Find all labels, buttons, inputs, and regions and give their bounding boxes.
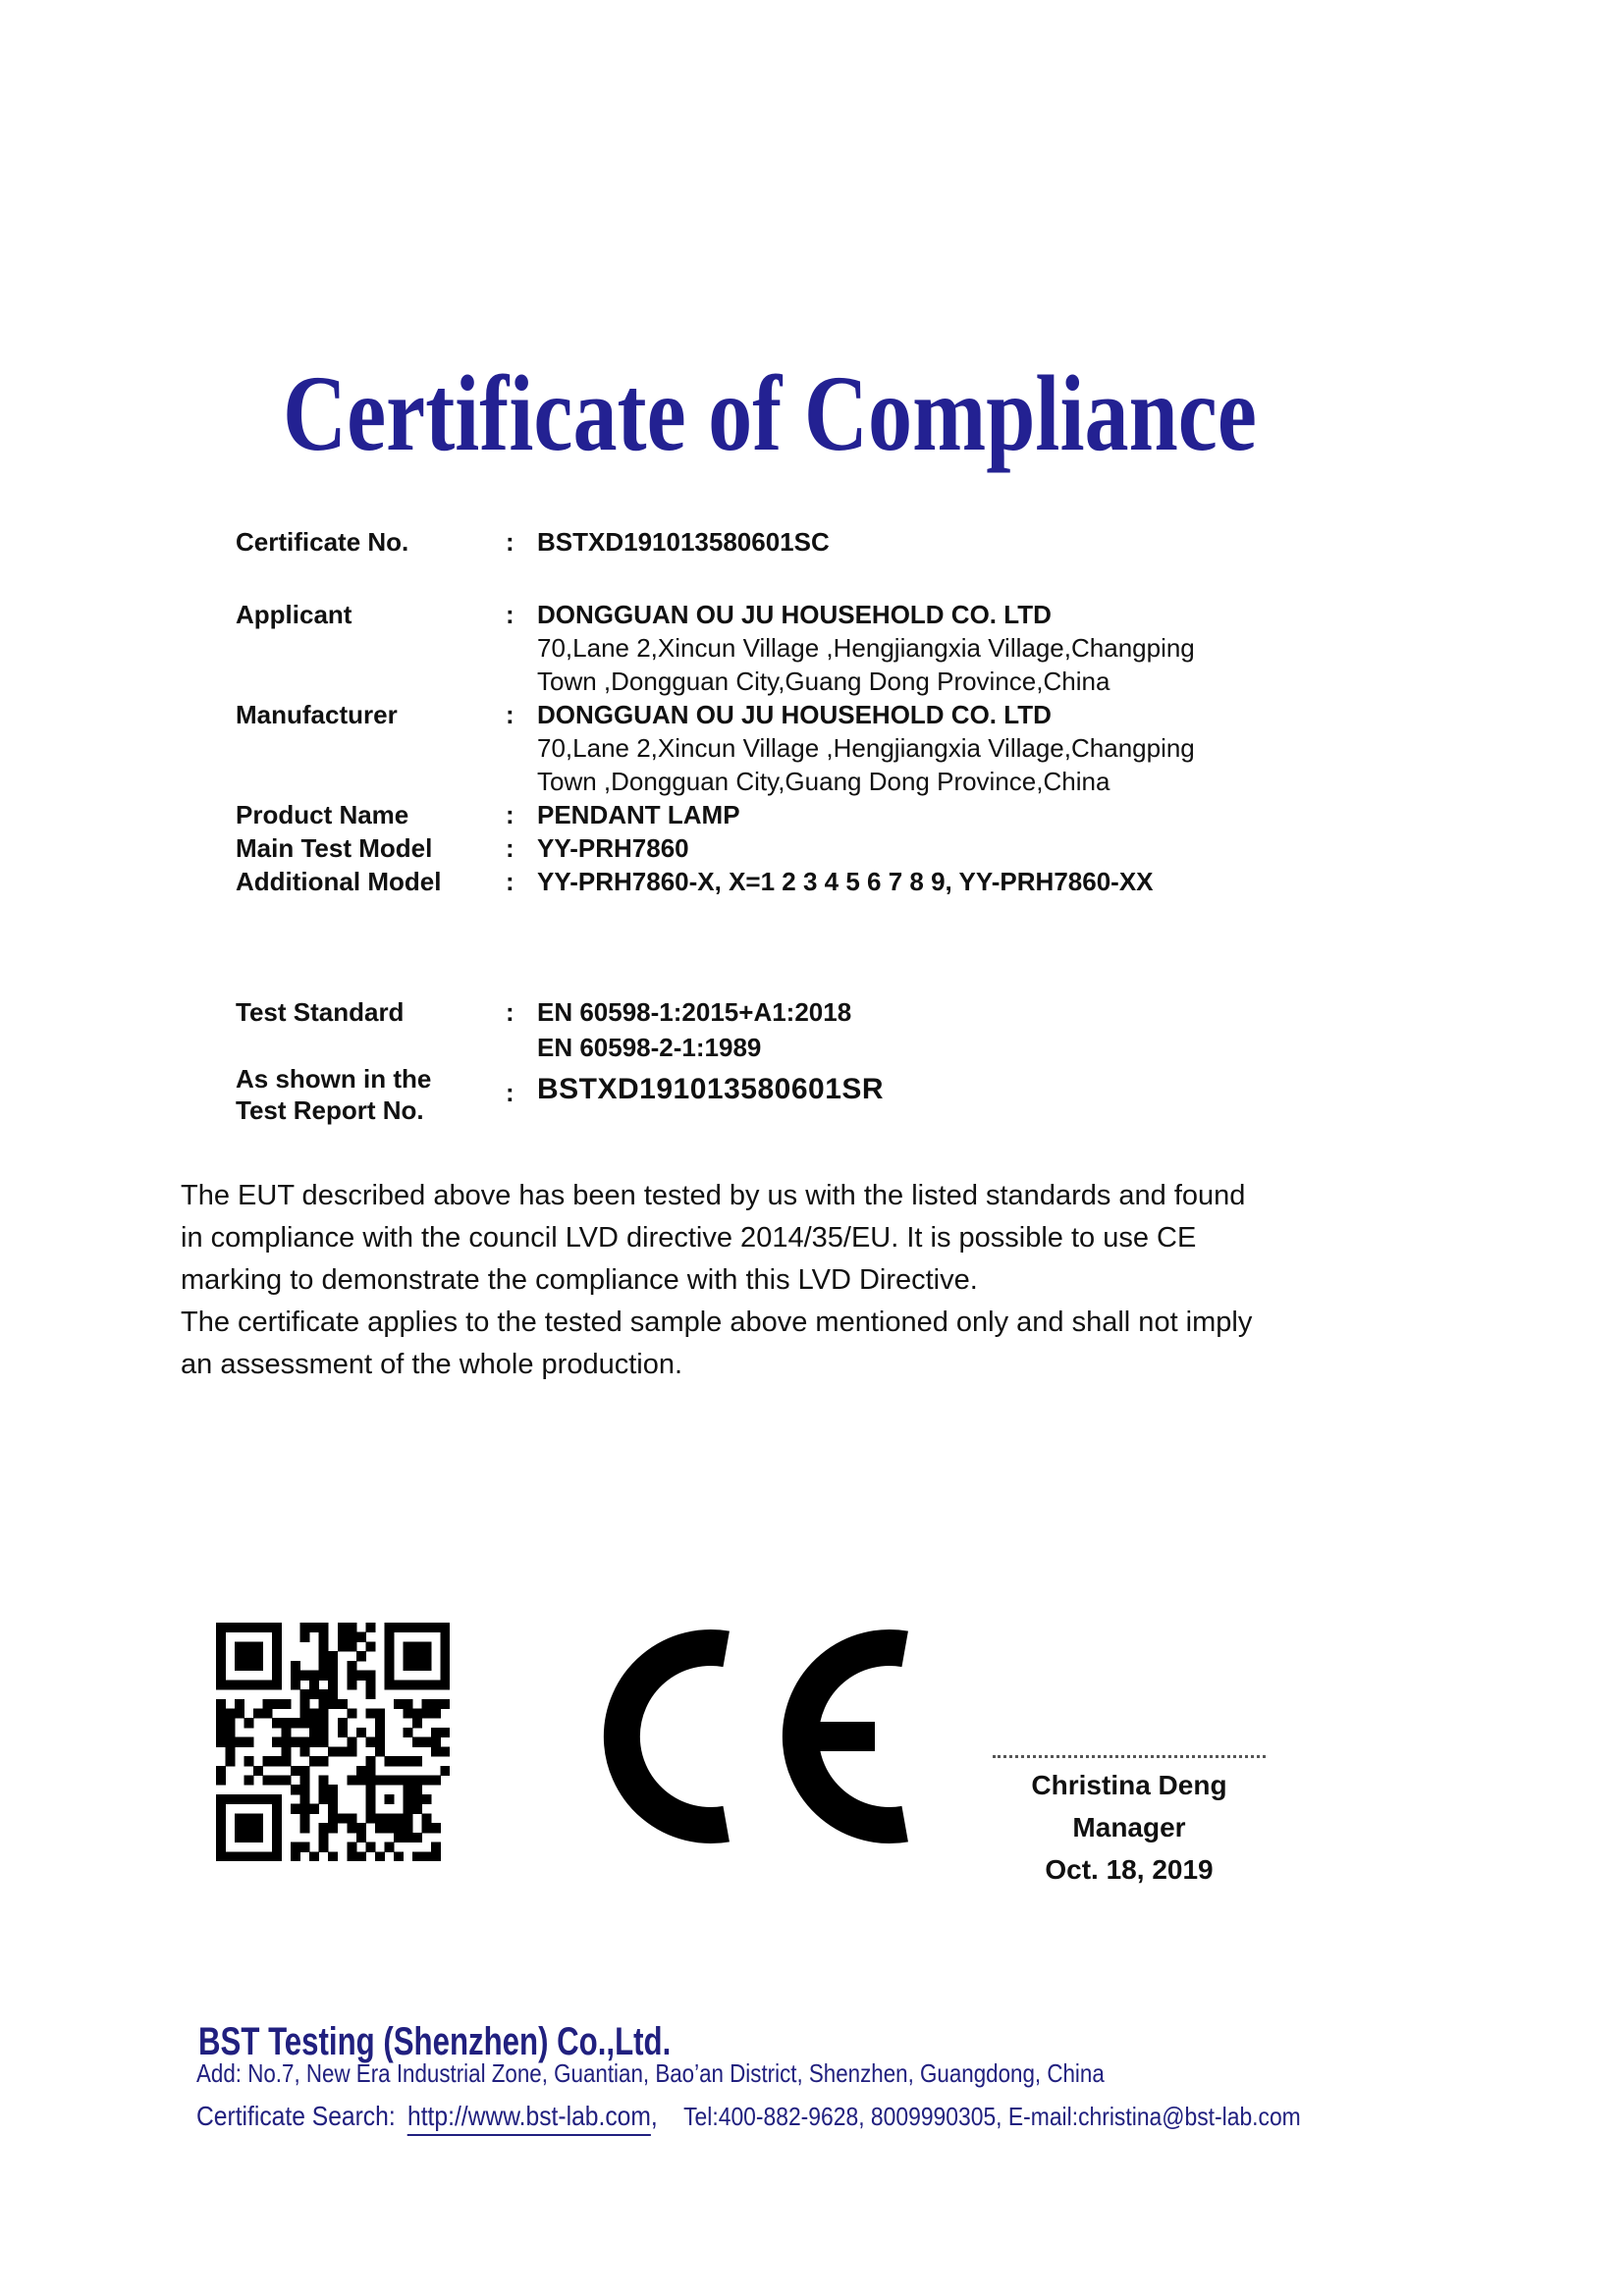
compliance-statement	[181, 1175, 1496, 1386]
cert-no-value: BSTXD191013580601SC	[537, 527, 830, 557]
test-standard-value2: EN 60598-2-1:1989	[537, 1033, 762, 1062]
applicant-label: Applicant	[236, 600, 352, 629]
manufacturer-label: Manufacturer	[236, 700, 398, 729]
statement-line: The certificate applies to the tested sample above mentioned only and shall not imply	[181, 1307, 1253, 1338]
product-name-value: PENDANT LAMP	[537, 800, 740, 829]
search-comma: ,	[650, 2101, 658, 2131]
signatory-name: Christina Deng	[1031, 1770, 1227, 1800]
additional-model-value: YY-PRH7860-X, X=1 2 3 4 5 6 7 8 9, YY-PRH7860-XX	[537, 867, 1154, 896]
applicant-address-line1: 70,Lane 2,Xincun Village ,Hengjiangxia Village,Changping	[537, 633, 1195, 663]
footer-company-name: BST Testing (Shenzhen) Co.,Ltd.	[198, 2020, 672, 2063]
signature-block	[981, 1743, 1277, 1891]
cert-no-colon: :	[506, 527, 514, 557]
additional-model-label: Additional Model	[236, 867, 442, 896]
qr-code-icon	[216, 1623, 450, 1861]
test-standard-value1: EN 60598-1:2015+A1:2018	[537, 997, 852, 1027]
statement-line: in compliance with the council LVD directive 2014/35/EU. It is possible to use CE	[181, 1222, 1197, 1254]
additional-model-colon: :	[506, 867, 514, 896]
product-name-label: Product Name	[236, 800, 409, 829]
footer-contact-row	[196, 2099, 1301, 2136]
main-test-model-colon: :	[506, 833, 514, 863]
footer-tel-email: Tel:400-882-9628, 8009990305, E-mail:christina@bst-lab.com	[683, 2102, 1301, 2131]
applicant-colon: :	[506, 600, 514, 629]
ce-mark-icon	[594, 1620, 1006, 1855]
page-title: Certificate of Compliance	[283, 353, 1257, 473]
footer-company-address: Add: No.7, New Era Industrial Zone, Guantian, Bao’an District, Shenzhen, Guangdong, China	[196, 2058, 1105, 2088]
statement-line: The EUT described above has been tested by us with the listed standards and found	[181, 1180, 1246, 1211]
test-report-label-line2: Test Report No.	[236, 1095, 424, 1125]
manufacturer-colon: :	[506, 700, 514, 729]
signature-date: Oct. 18, 2019	[1045, 1854, 1214, 1885]
certificate-search-link[interactable]: http://www.bst-lab.com	[407, 2099, 651, 2136]
manufacturer-value: DONGGUAN OU JU HOUSEHOLD CO. LTD	[537, 700, 1052, 729]
manufacturer-address-line1: 70,Lane 2,Xincun Village ,Hengjiangxia Village,Changping	[537, 733, 1195, 763]
applicant-address-line2: Town ,Dongguan City,Guang Dong Province,China	[537, 667, 1110, 696]
signatory-role: Manager	[1072, 1812, 1186, 1842]
main-test-model-label: Main Test Model	[236, 833, 433, 863]
signature-dotted-line	[993, 1743, 1266, 1758]
test-standard-label: Test Standard	[236, 997, 405, 1027]
applicant-value: DONGGUAN OU JU HOUSEHOLD CO. LTD	[537, 600, 1052, 629]
statement-line: marking to demonstrate the compliance with this LVD Directive.	[181, 1264, 978, 1296]
product-name-colon: :	[506, 800, 514, 829]
statement-line: an assessment of the whole production.	[181, 1349, 683, 1380]
manufacturer-address-line2: Town ,Dongguan City,Guang Dong Province,China	[537, 767, 1110, 796]
test-standard-colon: :	[506, 997, 514, 1027]
test-report-label-line1: As shown in the	[236, 1064, 432, 1094]
test-report-value: BSTXD191013580601SR	[537, 1073, 885, 1105]
test-report-colon: :	[506, 1078, 514, 1107]
certificate-search-label: Certificate Search:	[196, 2101, 396, 2131]
main-test-model-value: YY-PRH7860	[537, 833, 689, 863]
cert-no-label: Certificate No.	[236, 527, 409, 557]
